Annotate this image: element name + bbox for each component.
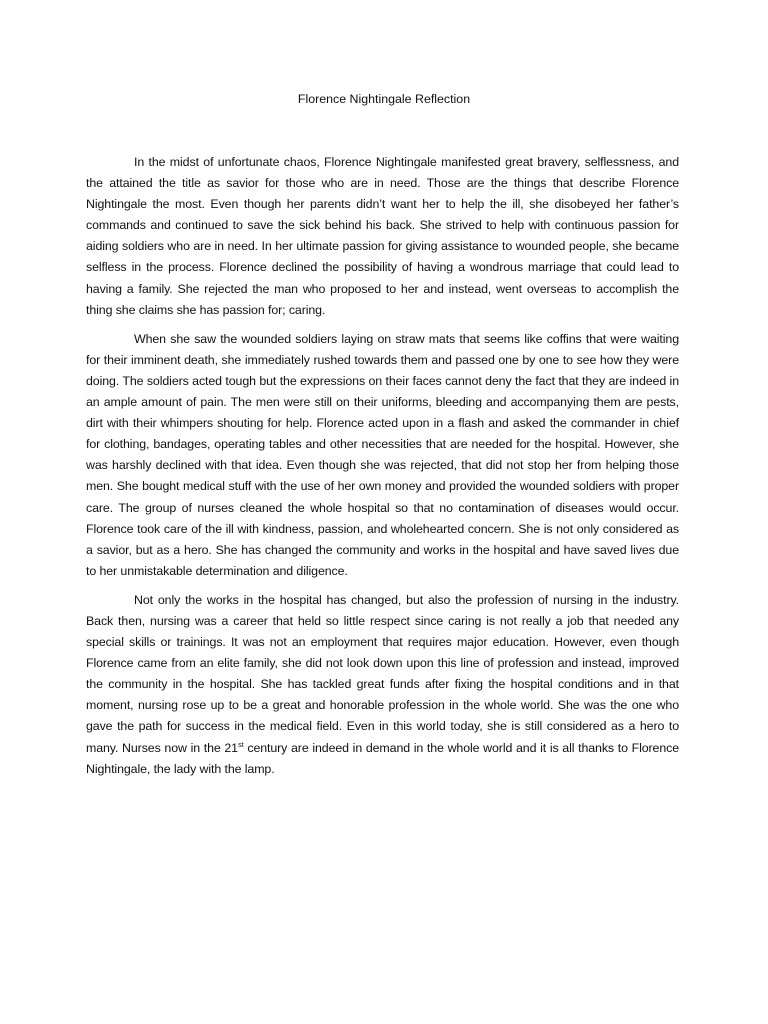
paragraph-3-text-after: century are indeed in demand in the whole world and it is all thanks to Florence Nightingale, the lady with the lamp. (86, 740, 680, 776)
paragraph-3-text-before: Not only the works in the hospital has changed, but also the profession of nursing in the industry. Back then, nursing was a career that held so little respect since caring is not really a job that needed any special skills or trainings. It was not an employment that requires major education. However, even though Florence came from an elite family, she did not look down upon this line of profession and instead, improved the community in the hospital. She has tackled great funds after fixing the hospital conditions and in that moment, nursing rose up to be a great and honorable profession in the whole world. She was the one who gave the path for success in the medical field. Even in this world today, she is still considered as a hero to many. Nurses now in the 21 (86, 592, 679, 755)
document-title: Florence Nightingale Reflection (297, 92, 471, 106)
paragraph-1: In the midst of unfortunate chaos, Florence Nightingale manifested great bravery, selflessness, and the attained the title as savior for those who are in need. Those are the things that describe Florence Nightingale the most. Even though her parents didn’t want her to help the ill, she disobeyed her father’s commands and continued to save the sick behind his back. She strived to help with continuous passion for aiding soldiers who are in need. In her ultimate passion for giving assistance to wounded people, she became selfless in the process. Florence declined the possibility of having a wondrous marriage that could lead to having a family. She rejected the man who proposed to her and instead, went overseas to accomplish the thing she claims she has passion for; caring. (86, 155, 679, 317)
ordinal-superscript: st (237, 739, 244, 749)
paragraph-2: When she saw the wounded soldiers laying on straw mats that seems like coffins that were waiting for their imminent death, she immediately rushed towards them and passed one by one to see how they were doing. The soldiers acted tough but the expressions on their faces cannot deny the fact that they are indeed in an ample amount of pain. The men were still on their uniforms, bleeding and accompanying them are pests, dirt with their whimpers shouting for help. Florence acted upon in a flash and asked the commander in chief for clothing, bandages, operating tables and other necessities that are needed for the hospital. However, she was harshly declined with that idea. Even though she was rejected, that did not stop her from helping those men. She bought medical stuff with the use of her own money and provided the wounded soldiers with proper care. The group of nurses cleaned the whole hospital so that no contamination of diseases would occur. Florence took care of the ill with kindness, passion, and wholehearted concern. She is not only considered as a savior, but as a hero. She has changed the community and works in the hospital and have saved lives due to her unmistakable determination and diligence. (86, 331, 679, 578)
document-body (86, 152, 679, 788)
paragraph-3 (86, 590, 679, 780)
